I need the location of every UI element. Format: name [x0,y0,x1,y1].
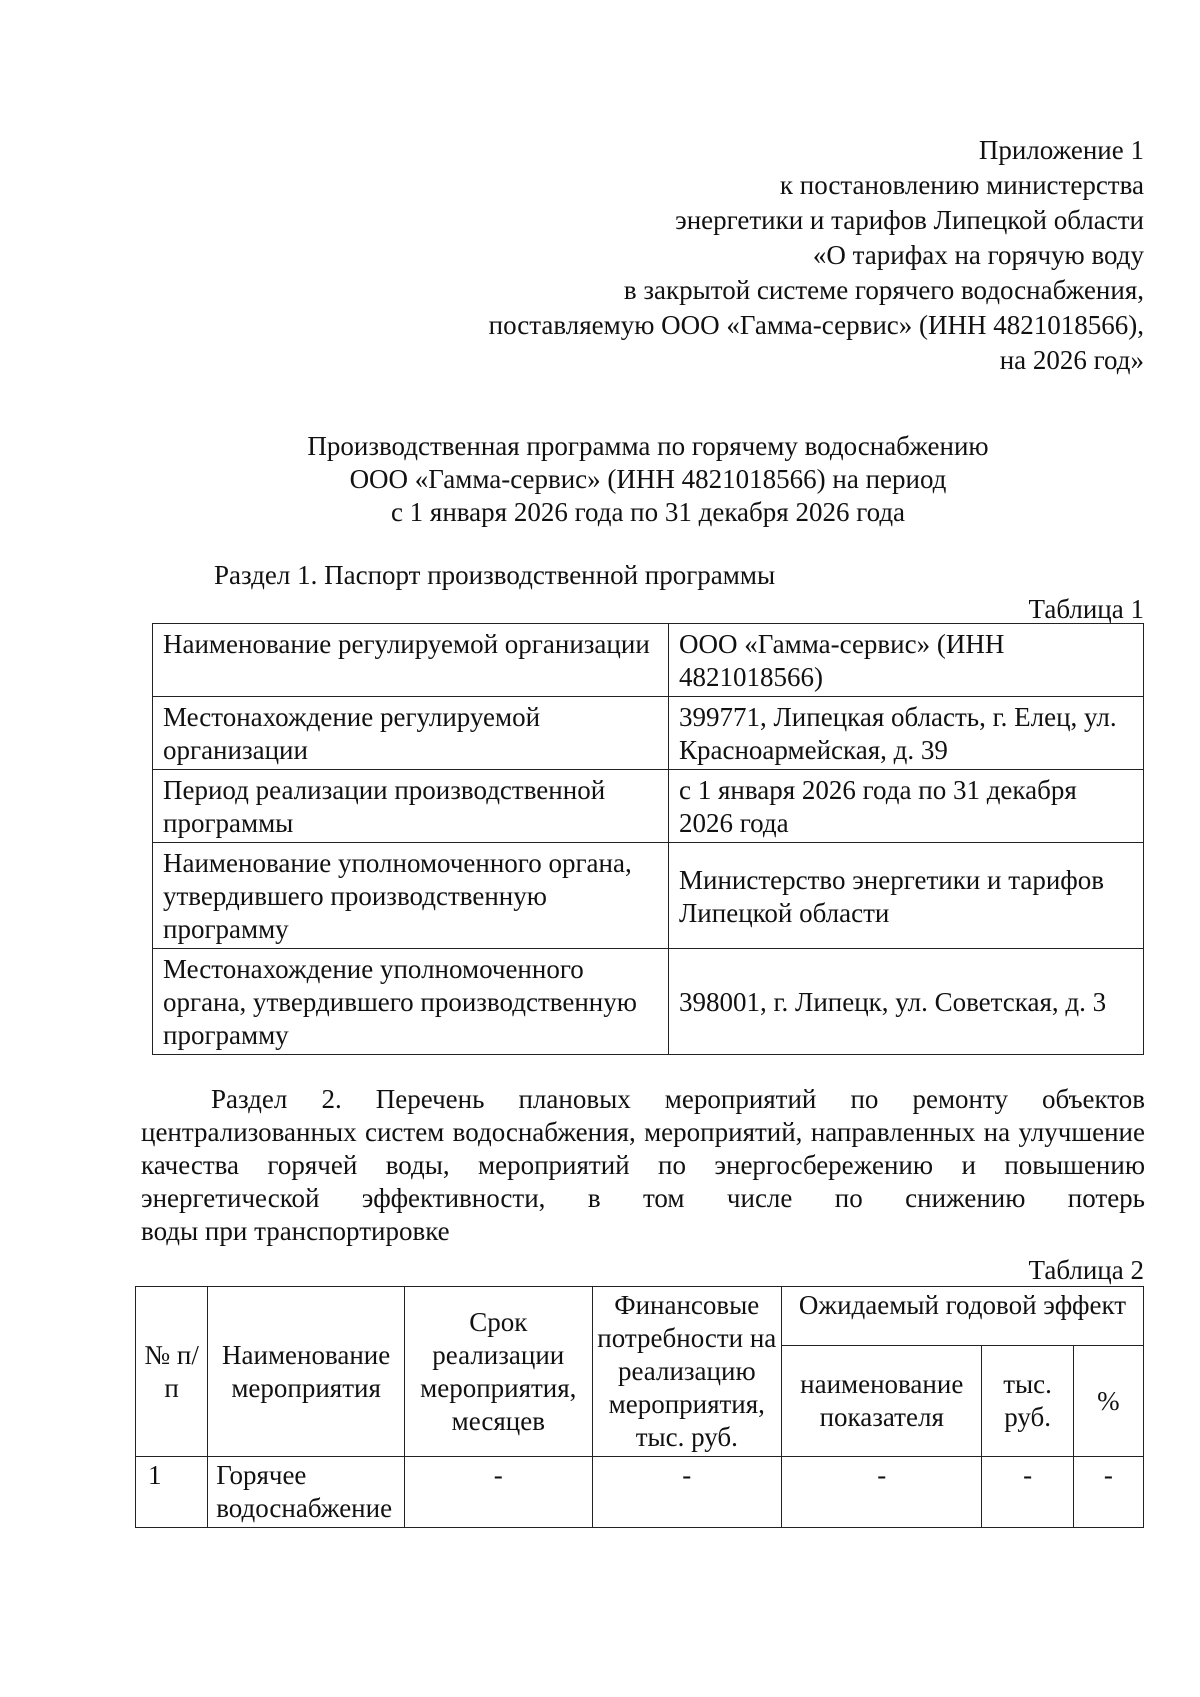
header-indicator: наименование показателя [782,1346,982,1457]
appendix-line: на 2026 год» [999,345,1144,375]
cell-rub: - [982,1457,1073,1528]
table-row [153,697,1144,770]
header-rub: тыс. руб. [982,1346,1073,1457]
cell-finance: - [592,1457,781,1528]
appendix-line: поставляемую ООО «Гамма-сервис» (ИНН 4821018566), [488,310,1144,340]
passport-value: с 1 января 2026 года по 31 декабря 2026 года [669,770,1144,843]
passport-label: Наименование регулируемой организации [153,624,669,697]
table-row [153,949,1144,1055]
cell-indicator: - [782,1457,982,1528]
table-header-row [136,1287,1144,1346]
header-num: № п/п [136,1287,208,1457]
header-term: Срок реализации мероприятия, месяцев [405,1287,593,1457]
header-name: Наименование мероприятия [208,1287,405,1457]
appendix-line: Приложение 1 [978,135,1144,165]
program-title [148,430,1148,529]
section2-heading [141,1083,1145,1248]
passport-value: Министерство энергетики и тарифов Липецкой области [669,843,1144,949]
appendix-line: энергетики и тарифов Липецкой области [675,205,1144,235]
table-row [153,624,1144,697]
cell-num: 1 [136,1457,208,1528]
passport-label: Местонахождение уполномоченного органа, утвердившего производственную программу [153,949,669,1055]
cell-term: - [405,1457,593,1528]
table-row [153,843,1144,949]
program-title-line: ООО «Гамма-сервис» (ИНН 4821018566) на период [349,464,947,494]
passport-table [152,623,1144,1055]
passport-value: 398001, г. Липецк, ул. Советская, д. 3 [669,949,1144,1055]
section1-heading: Раздел 1. Паспорт производственной программы [214,560,776,590]
header-effect: Ожидаемый годовой эффект [782,1287,1144,1346]
table1-label: Таблица 1 [1028,594,1144,624]
appendix-line: в закрытой системе горячего водоснабжения, [623,275,1144,305]
table2-label: Таблица 2 [1028,1255,1144,1285]
program-title-line: Производственная программа по горячему водоснабжению [307,431,989,461]
section2-heading-main: Раздел 2. Перечень плановых мероприятий по ремонту объектов централизованных систем водоснабжения, мероприятий, направленных на улучшение качества горячей воды, мероприятий по энергосбережению и повышению энергетической эффективности, в том числе по снижению потерь [141,1084,1145,1213]
passport-label: Период реализации производственной программы [153,770,669,843]
table-row [153,770,1144,843]
appendix-line: «О тарифах на горячую воду [812,240,1144,270]
section2-heading-tail: воды при транспортировке [141,1216,450,1246]
passport-value: ООО «Гамма-сервис» (ИНН 4821018566) [669,624,1144,697]
table-row [136,1457,1144,1528]
cell-percent: - [1073,1457,1143,1528]
appendix-line: к постановлению министерства [779,170,1144,200]
header-percent: % [1073,1346,1143,1457]
cell-name: Горячее водоснабжение [208,1457,405,1528]
passport-label: Местонахождение регулируемой организации [153,697,669,770]
passport-label: Наименование уполномоченного органа, утвердившего производственную программу [153,843,669,949]
passport-value: 399771, Липецкая область, г. Елец, ул. Красноармейская, д. 39 [669,697,1144,770]
program-title-line: с 1 января 2026 года по 31 декабря 2026 года [390,497,906,527]
measures-table [135,1286,1144,1528]
appendix-block [344,133,1144,378]
header-finance: Финансовые потребности на реализацию мероприятия, тыс. руб. [592,1287,781,1457]
